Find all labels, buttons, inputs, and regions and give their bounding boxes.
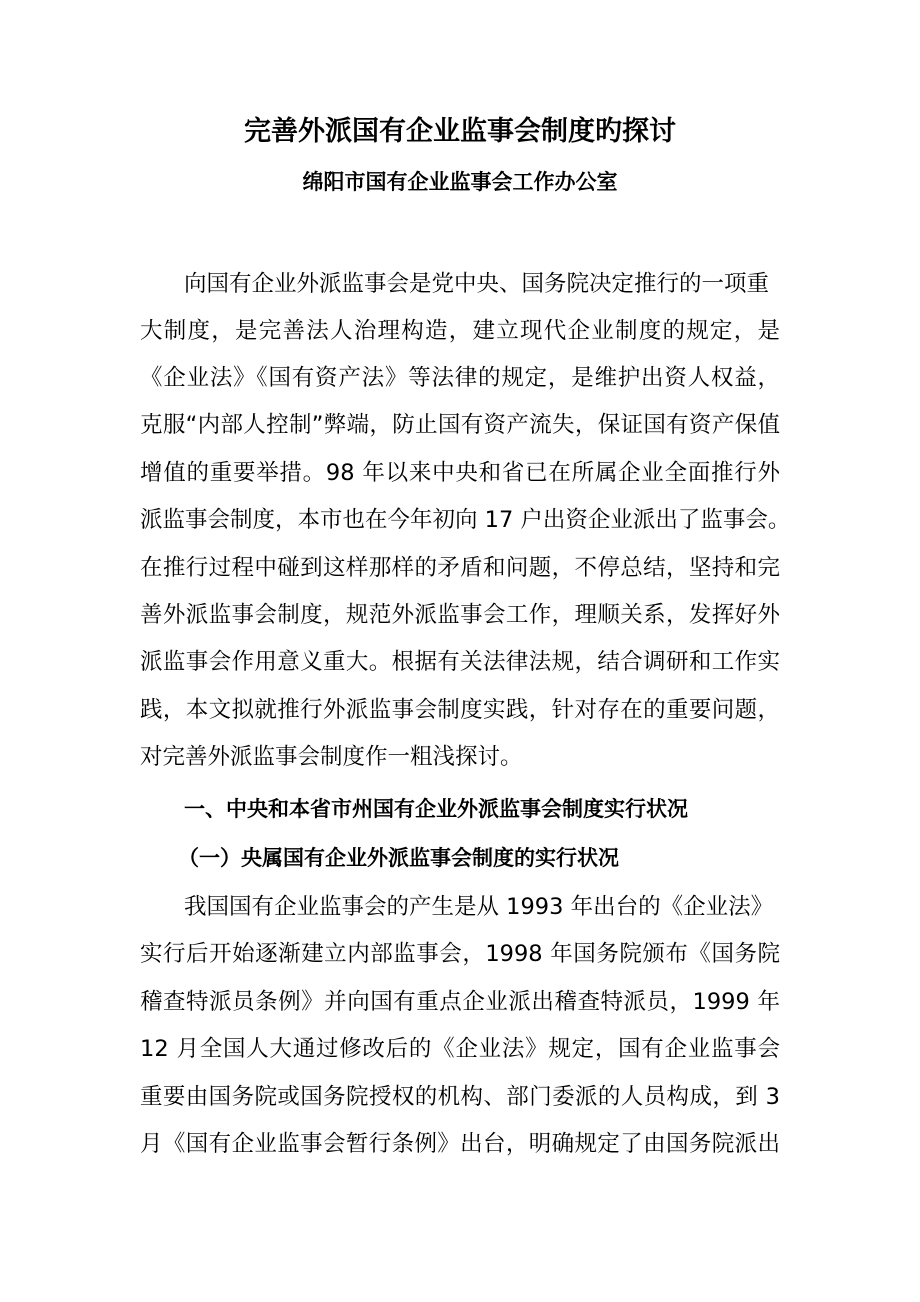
paragraph-line: 月《国有企业监事会暂行条例》出台，明确规定了由国务院派出 [140,1131,780,1157]
paragraph-line: 向国有企业外派监事会是党中央、国务院决定推行的一项重 [184,271,770,297]
paragraph-line: 实行后开始逐渐建立内部监事会，1998 年国务院颁布《国务院 [140,941,780,967]
section-heading: 一、中央和本省市州国有企业外派监事会制度实行状况 [184,797,688,821]
document-subtitle: 绵阳市国有企业监事会工作办公室 [302,170,618,194]
paragraph-line: 克服“内部人控制”弊端，防止国有资产流失，保证国有资产保值 [140,412,780,438]
paragraph-line: 派监事会作用意义重大。根据有关法律法规，结合调研和工作实 [140,649,780,675]
paragraph-line: 稽查特派员条例》并向国有重点企业派出稽查特派员，1999 年 [140,989,780,1015]
paragraph-line: 《企业法》《国有资产法》等法律的规定，是维护出资人权益， [140,365,780,391]
paragraph-line: 我国国有企业监事会的产生是从 1993 年出台的《企业法》 [184,894,774,920]
paragraph-line: 在推行过程中碰到这样那样的矛盾和问题，不停总结，坚持和完 [140,555,780,581]
paragraph-line: 对完善外派监事会制度作一粗浅探讨。 [140,744,523,770]
paragraph-line: 践，本文拟就推行外派监事会制度实践，针对存在的重要问题， [140,697,780,723]
paragraph-line: 大制度，是完善法人治理构造，建立现代企业制度的规定，是 [140,318,780,344]
paragraph-line: 12 月全国人大通过修改后的《企业法》规定，国有企业监事会 [140,1036,780,1062]
paragraph-line: 增值的重要举措。98 年以来中央和省已在所属企业全面推行外 [140,460,780,486]
paragraph-line: 派监事会制度，本市也在今年初向 17 户出资企业派出了监事会。 [140,507,791,533]
subsection-heading: （一）央属国有企业外派监事会制度的实行状况 [178,846,619,870]
paragraph-line: 重要由国务院或国务院授权的机构、部门委派的人员构成，到 3 [140,1084,780,1110]
paragraph-line: 善外派监事会制度，规范外派监事会工作，理顺关系，发挥好外 [140,602,780,628]
document-title: 完善外派国有企业监事会制度旳探讨 [244,116,676,147]
